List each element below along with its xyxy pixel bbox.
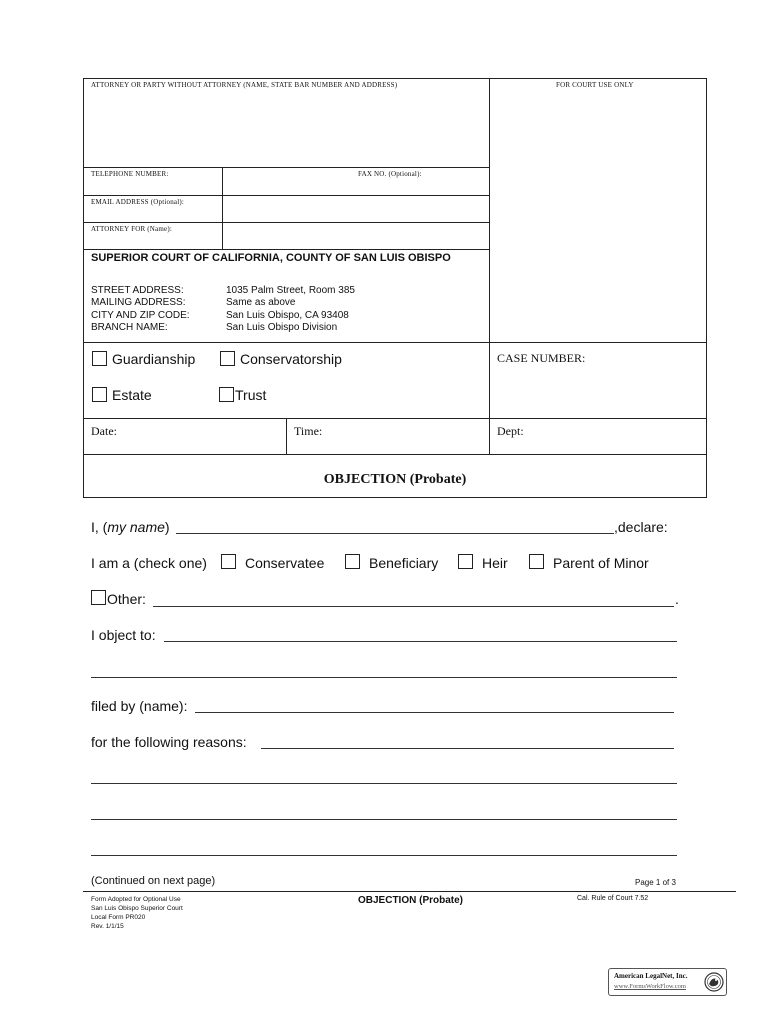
beneficiary-checkbox[interactable] <box>345 554 360 569</box>
estate-label: Estate <box>112 387 152 403</box>
reasons-input-2[interactable] <box>93 767 676 783</box>
trust-checkbox[interactable] <box>219 387 234 402</box>
conservatee-label: Conservatee <box>245 555 325 571</box>
publisher-url[interactable]: www.FormsWorkFlow.com <box>614 983 686 990</box>
court-title: SUPERIOR COURT OF CALIFORNIA, COUNTY OF SAN LUIS OBISPO <box>91 252 451 264</box>
reasons-input[interactable] <box>264 732 672 748</box>
parent-of-minor-label: Parent of Minor <box>553 555 649 571</box>
street-value: 1035 Palm Street, Room 385 <box>226 285 355 296</box>
filed-by-input[interactable] <box>198 696 672 712</box>
city-label: CITY AND ZIP CODE: <box>91 309 190 321</box>
publisher-name: American LegalNet, Inc. <box>614 972 688 980</box>
other-label: Other: <box>107 591 146 607</box>
adopted-line-1: Form Adopted for Optional Use <box>91 896 181 903</box>
conservatorship-checkbox[interactable] <box>220 351 235 366</box>
object-to-input-2[interactable] <box>93 661 676 677</box>
branch-label: BRANCH NAME: <box>91 322 168 334</box>
case-number-input[interactable] <box>495 368 701 412</box>
time-input[interactable] <box>326 422 484 450</box>
other-period: . <box>675 591 679 607</box>
fax-label: FAX NO. (Optional): <box>358 170 422 178</box>
dept-input[interactable] <box>530 422 700 450</box>
attorney-label: ATTORNEY OR PARTY WITHOUT ATTORNEY (NAME, STATE BAR NUMBER AND ADDRESS) <box>91 81 398 89</box>
estate-checkbox[interactable] <box>92 387 107 402</box>
conservatee-checkbox[interactable] <box>221 554 236 569</box>
branch-value: San Luis Obispo Division <box>226 322 338 334</box>
filed-by-label: filed by (name): <box>91 698 188 714</box>
continued-note: (Continued on next page) <box>91 875 216 887</box>
footer-form-title: OBJECTION (Probate) <box>358 895 464 906</box>
declarant-name-input[interactable] <box>180 517 610 535</box>
parent-of-minor-checkbox[interactable] <box>529 554 544 569</box>
mailing-value: Same as above <box>226 297 296 309</box>
time-label: Time: <box>294 424 323 438</box>
form-adopted-block <box>91 895 183 931</box>
attorney-for-label: ATTORNEY FOR (Name): <box>91 225 172 233</box>
other-input[interactable] <box>156 589 671 606</box>
adopted-line-2: San Luis Obispo Superior Court <box>91 905 183 912</box>
case-number-label: CASE NUMBER: <box>497 351 586 365</box>
adopted-line-3: Local Form PR020 <box>91 914 146 921</box>
publisher-logo-box <box>608 968 727 996</box>
conservatorship-label: Conservatorship <box>240 351 342 367</box>
email-label: EMAIL ADDRESS (Optional): <box>91 198 185 206</box>
footer-rule <box>83 891 736 892</box>
trust-label: Trust <box>235 387 267 403</box>
i-am-label: I am a (check one) <box>91 555 207 571</box>
reasons-input-4[interactable] <box>93 839 676 855</box>
attorney-input[interactable] <box>88 94 484 162</box>
telephone-label: TELEPHONE NUMBER: <box>91 170 169 178</box>
i-suffix: ) <box>164 519 170 535</box>
my-name-hint: my name <box>107 519 165 535</box>
city-value: San Luis Obispo, CA 93408 <box>226 309 349 321</box>
rule-of-court: Cal. Rule of Court 7.52 <box>577 895 649 902</box>
other-checkbox[interactable] <box>91 590 106 605</box>
publisher-seal-icon <box>704 971 724 993</box>
date-input[interactable] <box>122 422 282 450</box>
heir-label: Heir <box>482 555 508 571</box>
fax-input[interactable] <box>226 180 484 193</box>
declare-label: ,declare: <box>614 519 668 535</box>
object-to-input[interactable] <box>166 625 676 641</box>
adopted-line-4: Rev. 1/1/15 <box>91 923 124 930</box>
attorney-for-input[interactable] <box>226 225 484 245</box>
mailing-label: MAILING ADDRESS: <box>91 297 186 309</box>
i-declare-line <box>91 519 170 535</box>
court-use-area[interactable] <box>495 94 701 338</box>
dept-label: Dept: <box>497 424 524 438</box>
form-title: OBJECTION (Probate) <box>323 472 467 487</box>
reasons-input-3[interactable] <box>93 803 676 819</box>
object-to-label: I object to: <box>91 627 156 643</box>
date-label: Date: <box>91 424 117 438</box>
guardianship-checkbox[interactable] <box>92 351 107 366</box>
email-input[interactable] <box>226 198 484 218</box>
heir-checkbox[interactable] <box>458 554 473 569</box>
beneficiary-label: Beneficiary <box>369 555 439 571</box>
court-address-labels <box>91 285 190 335</box>
guardianship-label: Guardianship <box>112 351 196 367</box>
page-number: Page 1 of 3 <box>635 878 676 887</box>
street-label: STREET ADDRESS: <box>91 285 184 296</box>
i-prefix: I, ( <box>91 519 108 535</box>
court-address-values <box>226 285 355 335</box>
court-use-label: FOR COURT USE ONLY <box>556 81 634 89</box>
reasons-label: for the following reasons: <box>91 734 247 750</box>
telephone-input[interactable] <box>88 180 218 193</box>
